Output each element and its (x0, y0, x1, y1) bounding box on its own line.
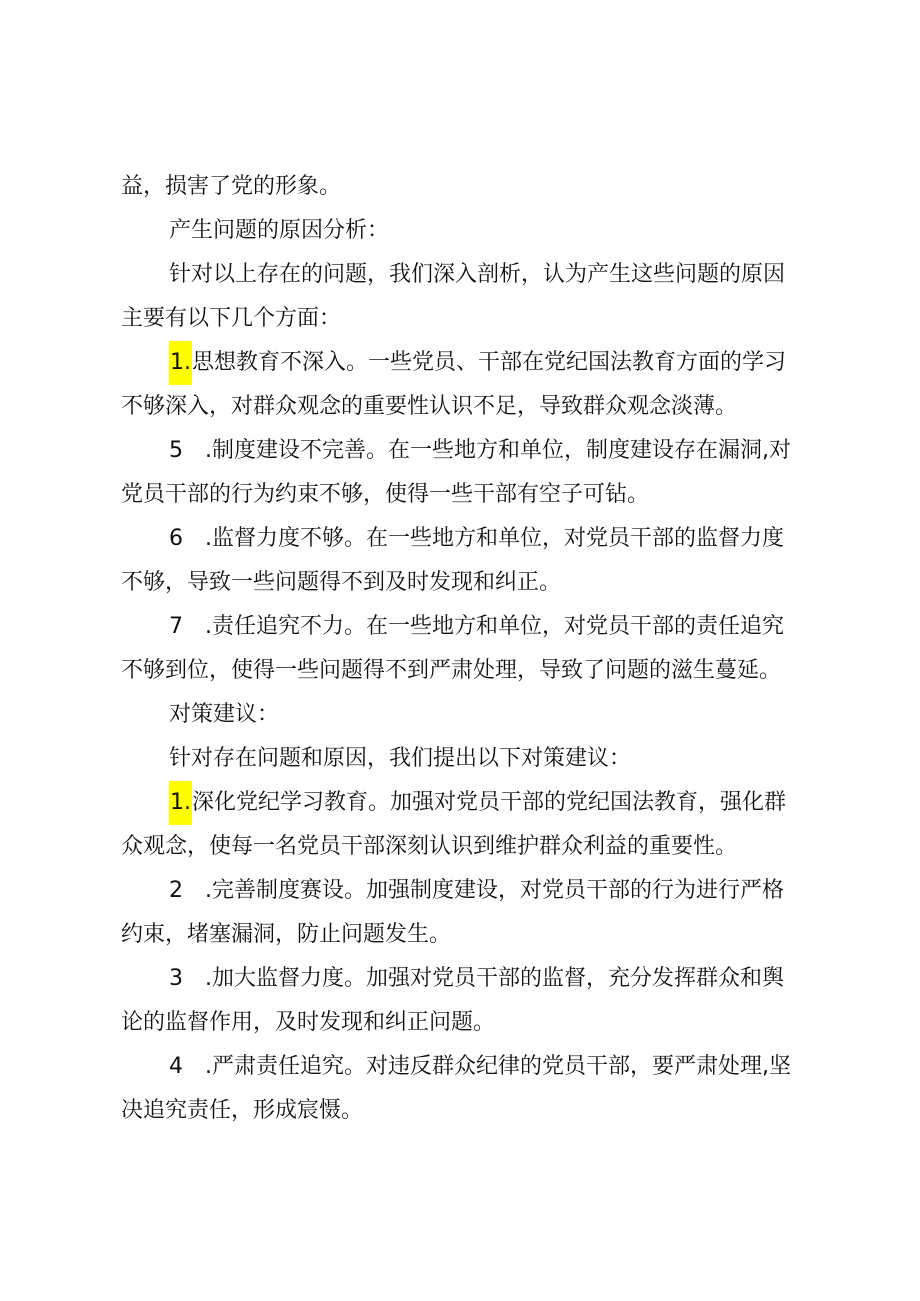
line-text: 7 .责任追究不力。在一些地方和单位，对党员干部的责任追究 (169, 614, 784, 639)
text-line (121, 825, 811, 869)
text-line (121, 737, 811, 781)
text-line (121, 165, 811, 209)
list-item-line (121, 869, 811, 913)
line-text: 针对存在问题和原因，我们提出以下对策建议： (169, 746, 632, 771)
line-text: 决追究责任，形成宸慑。 (121, 1098, 364, 1123)
list-item-line (121, 517, 811, 561)
line-text: 主要有以下几个方面： (121, 306, 342, 331)
line-text: 对策建议： (169, 702, 280, 727)
list-item-line (121, 957, 811, 1001)
text-line (121, 649, 811, 693)
line-text: 针对以上存在的问题，我们深入剖析，认为产生这些问题的原因 (169, 262, 786, 287)
section-heading-causes (121, 209, 811, 253)
text-line (121, 561, 811, 605)
highlighted-number: 1. (169, 341, 192, 385)
list-item-line (121, 1045, 811, 1089)
list-item-line (121, 341, 811, 385)
line-text: 3 .加大监督力度。加强对党员干部的监督，充分发挥群众和舆 (169, 966, 784, 991)
line-text: 不够深入，对群众观念的重要性认识不足，导致群众观念淡薄。 (121, 394, 738, 419)
text-line (121, 473, 811, 517)
text-line (121, 297, 811, 341)
document-body (121, 165, 811, 1133)
line-text: 益，损害了党的形象。 (121, 174, 342, 199)
line-text: 产生问题的原因分析： (169, 218, 390, 243)
text-line (121, 385, 811, 429)
line-text: 党员干部的行为约束不够，使得一些干部有空子可钻。 (121, 482, 650, 507)
list-item-line (121, 781, 811, 825)
text-line (121, 913, 811, 957)
text-line (121, 1001, 811, 1045)
line-text: 论的监督作用，及时发现和纠正问题。 (121, 1010, 496, 1035)
line-text: 不够到位，使得一些问题得不到严肃处理，导致了问题的滋生蔓延。 (121, 658, 782, 683)
line-text: 6 .监督力度不够。在一些地方和单位，对党员干部的监督力度 (169, 526, 784, 551)
line-text: 思想教育不深入。一些党员、干部在党纪国法教育方面的学习 (192, 350, 787, 375)
text-line (121, 1089, 811, 1133)
line-text: 不够，导致一些问题得不到及时发现和纠正。 (121, 570, 562, 595)
line-text: 5 .制度建设不完善。在一些地方和单位，制度建设存在漏洞,对 (169, 438, 791, 463)
line-text: 众观念，使每一名党员干部深刻认识到维护群众利益的重要性。 (121, 834, 738, 859)
line-text: 4 .严肃责任追究。对违反群众纪律的党员干部，要严肃处理,坚 (169, 1054, 791, 1079)
line-text: 2 .完善制度赛设。加强制度建设，对党员干部的行为进行严格 (169, 878, 784, 903)
line-text: 深化党纪学习教育。加强对党员干部的党纪国法教育，强化群 (192, 790, 787, 815)
text-line (121, 253, 811, 297)
line-text: 约束，堵塞漏洞，防止问题发生。 (121, 922, 452, 947)
highlighted-number: 1. (169, 781, 192, 825)
list-item-line (121, 429, 811, 473)
list-item-line (121, 605, 811, 649)
section-heading-suggestions (121, 693, 811, 737)
